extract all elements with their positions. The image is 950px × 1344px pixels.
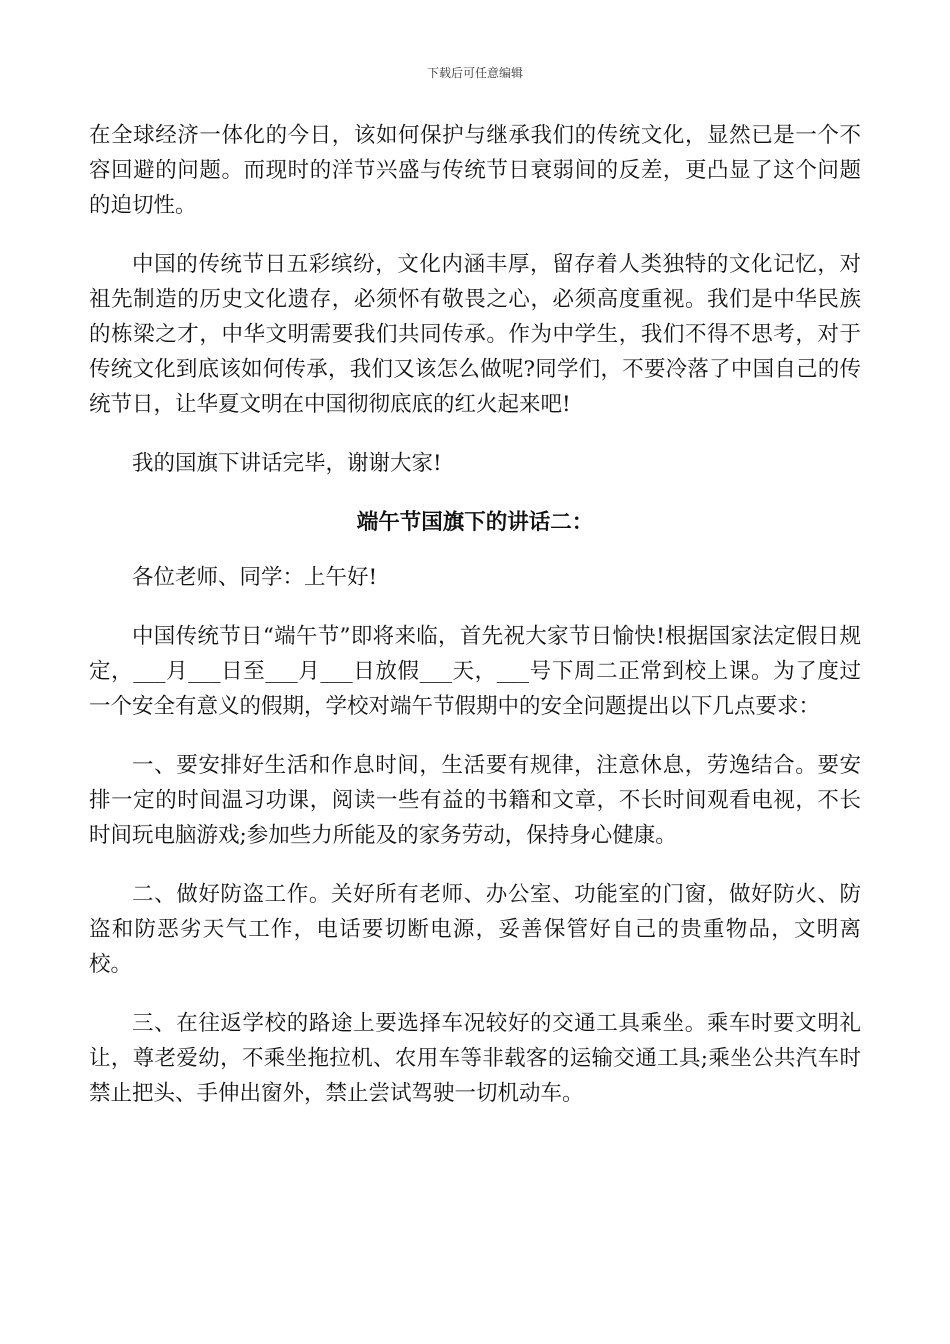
paragraph-rule-two: 二、做好防盗工作。关好所有老师、办公室、功能室的门窗，做好防火、防盗和防恶劣天气工作，电话要切断电源，妥善保管好自己的贵重物品，文明离校。: [89, 882, 861, 977]
section-title: 端午节国旗下的讲话二：: [356, 510, 594, 535]
paragraph-intro: 在全球经济一体化的今日，该如何保护与继承我们的传统文化，显然已是一个不容回避的问题。而现时的洋节兴盛与传统节日衰弱间的反差，更凸显了这个问题的迫切性。: [89, 123, 861, 218]
paragraph-greeting: 各位老师、同学：上午好!: [132, 565, 378, 590]
paragraph-traditional-festivals: 中国的传统节日五彩缤纷，文化内涵丰厚，留存着人类独特的文化记忆，对祖先制造的历史文化遗存，必须怀有敬畏之心，必须高度重视。我们是中华民族的栋梁之才，中华文明需要我们共同传承。作为中学生，我们不得不思考，对于传统文化到底该如何传承，我们又该怎么做呢?同学们，不要冷落了中国自己的传统节日，让华夏文明在中国彻彻底底的红火起来吧!: [89, 252, 861, 417]
paragraph-rule-one: 一、要安排好生活和作息时间，生活要有规律，注意休息，劳逸结合。要安排一定的时间温习功课，阅读一些有益的书籍和文章，不长时间观看电视，不长时间玩电脑游戏;参加些力所能及的家务劳动，保持身心健康。: [89, 753, 861, 848]
page-header: 下载后可任意编辑: [426, 66, 523, 80]
paragraph-closing: 我的国旗下讲话完毕，谢谢大家!: [132, 451, 442, 476]
paragraph-rule-three: 三、在往返学校的路途上要选择车况较好的交通工具乘坐。乘车时要文明礼让，尊老爱幼，不乘坐拖拉机、农用车等非载客的运输交通工具;乘坐公共汽车时禁止把头、手伸出窗外，禁止尝试驾驶一切机动车。: [89, 1011, 861, 1106]
document-body: [89, 118, 861, 1135]
paragraph-holiday-notice: 中国传统节日“端午节”即将来临，首先祝大家节日愉快!根据国家法定假日规定，___月___日至___月___日放假___天，___号下周二正常到校上课。为了度过一个安全有意义的假期，学校对端午节假期中的安全问题提出以下几点要求：: [89, 624, 861, 719]
